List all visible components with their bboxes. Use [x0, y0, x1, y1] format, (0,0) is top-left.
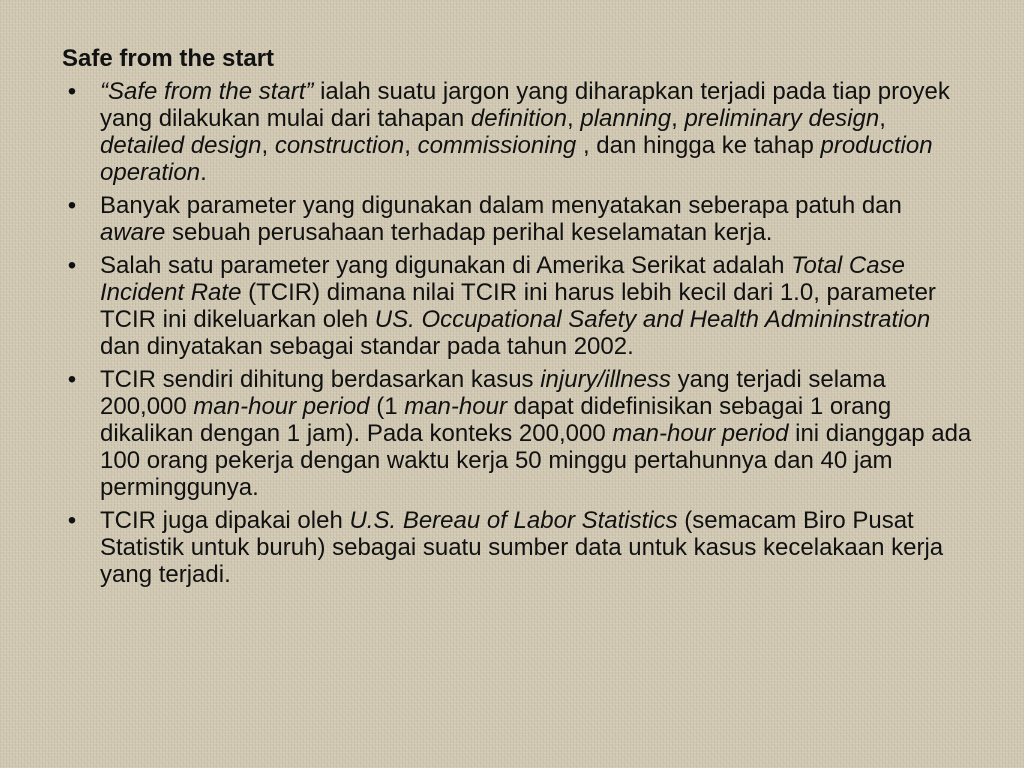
bullet-list	[62, 78, 972, 588]
italic-text: man-hour period	[612, 420, 789, 447]
italic-text: detailed design	[100, 132, 262, 159]
italic-text: “Safe from the start”	[100, 78, 314, 105]
italic-text: planning	[580, 105, 672, 132]
bullet-item	[62, 192, 972, 246]
italic-text: definition	[470, 105, 567, 132]
text-segment: sebuah perusahaan terhadap perihal keselamatan kerja.	[165, 219, 773, 246]
text-segment: TCIR sendiri dihitung berdasarkan kasus	[100, 366, 541, 393]
bullet-marker: •	[67, 366, 77, 393]
italic-text: man-hour period	[193, 393, 370, 420]
italic-text: man-hour	[404, 393, 507, 420]
text-segment: Salah satu parameter yang digunakan di Amerika Serikat adalah	[100, 252, 792, 279]
italic-text: production operation	[100, 132, 933, 186]
text-segment: ,	[261, 132, 275, 159]
bullet-marker: •	[67, 507, 77, 534]
italic-text: construction	[274, 132, 405, 159]
bullet-marker: •	[67, 192, 77, 219]
bullet-item	[62, 366, 972, 501]
italic-text: commissioning	[417, 132, 577, 159]
text-segment: ,	[879, 105, 886, 132]
bullet-marker: •	[67, 78, 77, 105]
text-segment: yang terjadi selama 200,000	[100, 366, 886, 420]
text-segment: (TCIR) dimana nilai TCIR ini harus lebih kecil dari 1.0, parameter TCIR ini dikeluarkan oleh	[100, 279, 936, 333]
italic-text: Total Case Incident Rate	[100, 252, 905, 306]
italic-text: U.S. Bereau of Labor Statistics	[349, 507, 678, 534]
slide-title: Safe from the start	[62, 45, 275, 72]
text-segment: ,	[404, 132, 418, 159]
italic-text: aware	[100, 219, 166, 246]
bullet-item	[62, 252, 972, 360]
text-segment: (semacam Biro Pusat Statistik untuk buruh) sebagai suatu sumber data untuk kasus kecelakaan kerja yang terjadi.	[100, 507, 944, 588]
text-segment: Banyak parameter yang digunakan dalam menyatakan seberapa patuh dan	[100, 192, 902, 219]
italic-text: preliminary design	[684, 105, 880, 132]
bullet-item	[62, 78, 972, 186]
text-segment: dan dinyatakan sebagai standar pada tahun 2002.	[100, 333, 634, 360]
slide-content	[62, 44, 972, 594]
text-segment: ,	[567, 105, 581, 132]
text-segment: ialah suatu jargon yang diharapkan terjadi pada tiap proyek yang dilakukan mulai dari tahapan	[100, 78, 950, 132]
text-segment: ,	[671, 105, 685, 132]
text-segment: TCIR juga dipakai oleh	[100, 507, 350, 534]
bullet-marker: •	[67, 252, 77, 279]
text-segment: , dan hingga ke tahap	[576, 132, 821, 159]
text-segment: ini dianggap ada 100 orang pekerja dengan waktu kerja 50 minggu pertahunnya dan 40 jam perminggunya.	[100, 420, 972, 501]
bullet-item	[62, 507, 972, 588]
text-segment: dapat didefinisikan sebagai 1 orang dikalikan dengan 1 jam). Pada konteks 200,000	[100, 393, 892, 447]
text-segment: (1	[369, 393, 405, 420]
italic-text: injury/illness	[540, 366, 671, 393]
italic-text: US. Occupational Safety and Health Admininstration	[374, 306, 931, 333]
text-segment: .	[200, 159, 207, 186]
